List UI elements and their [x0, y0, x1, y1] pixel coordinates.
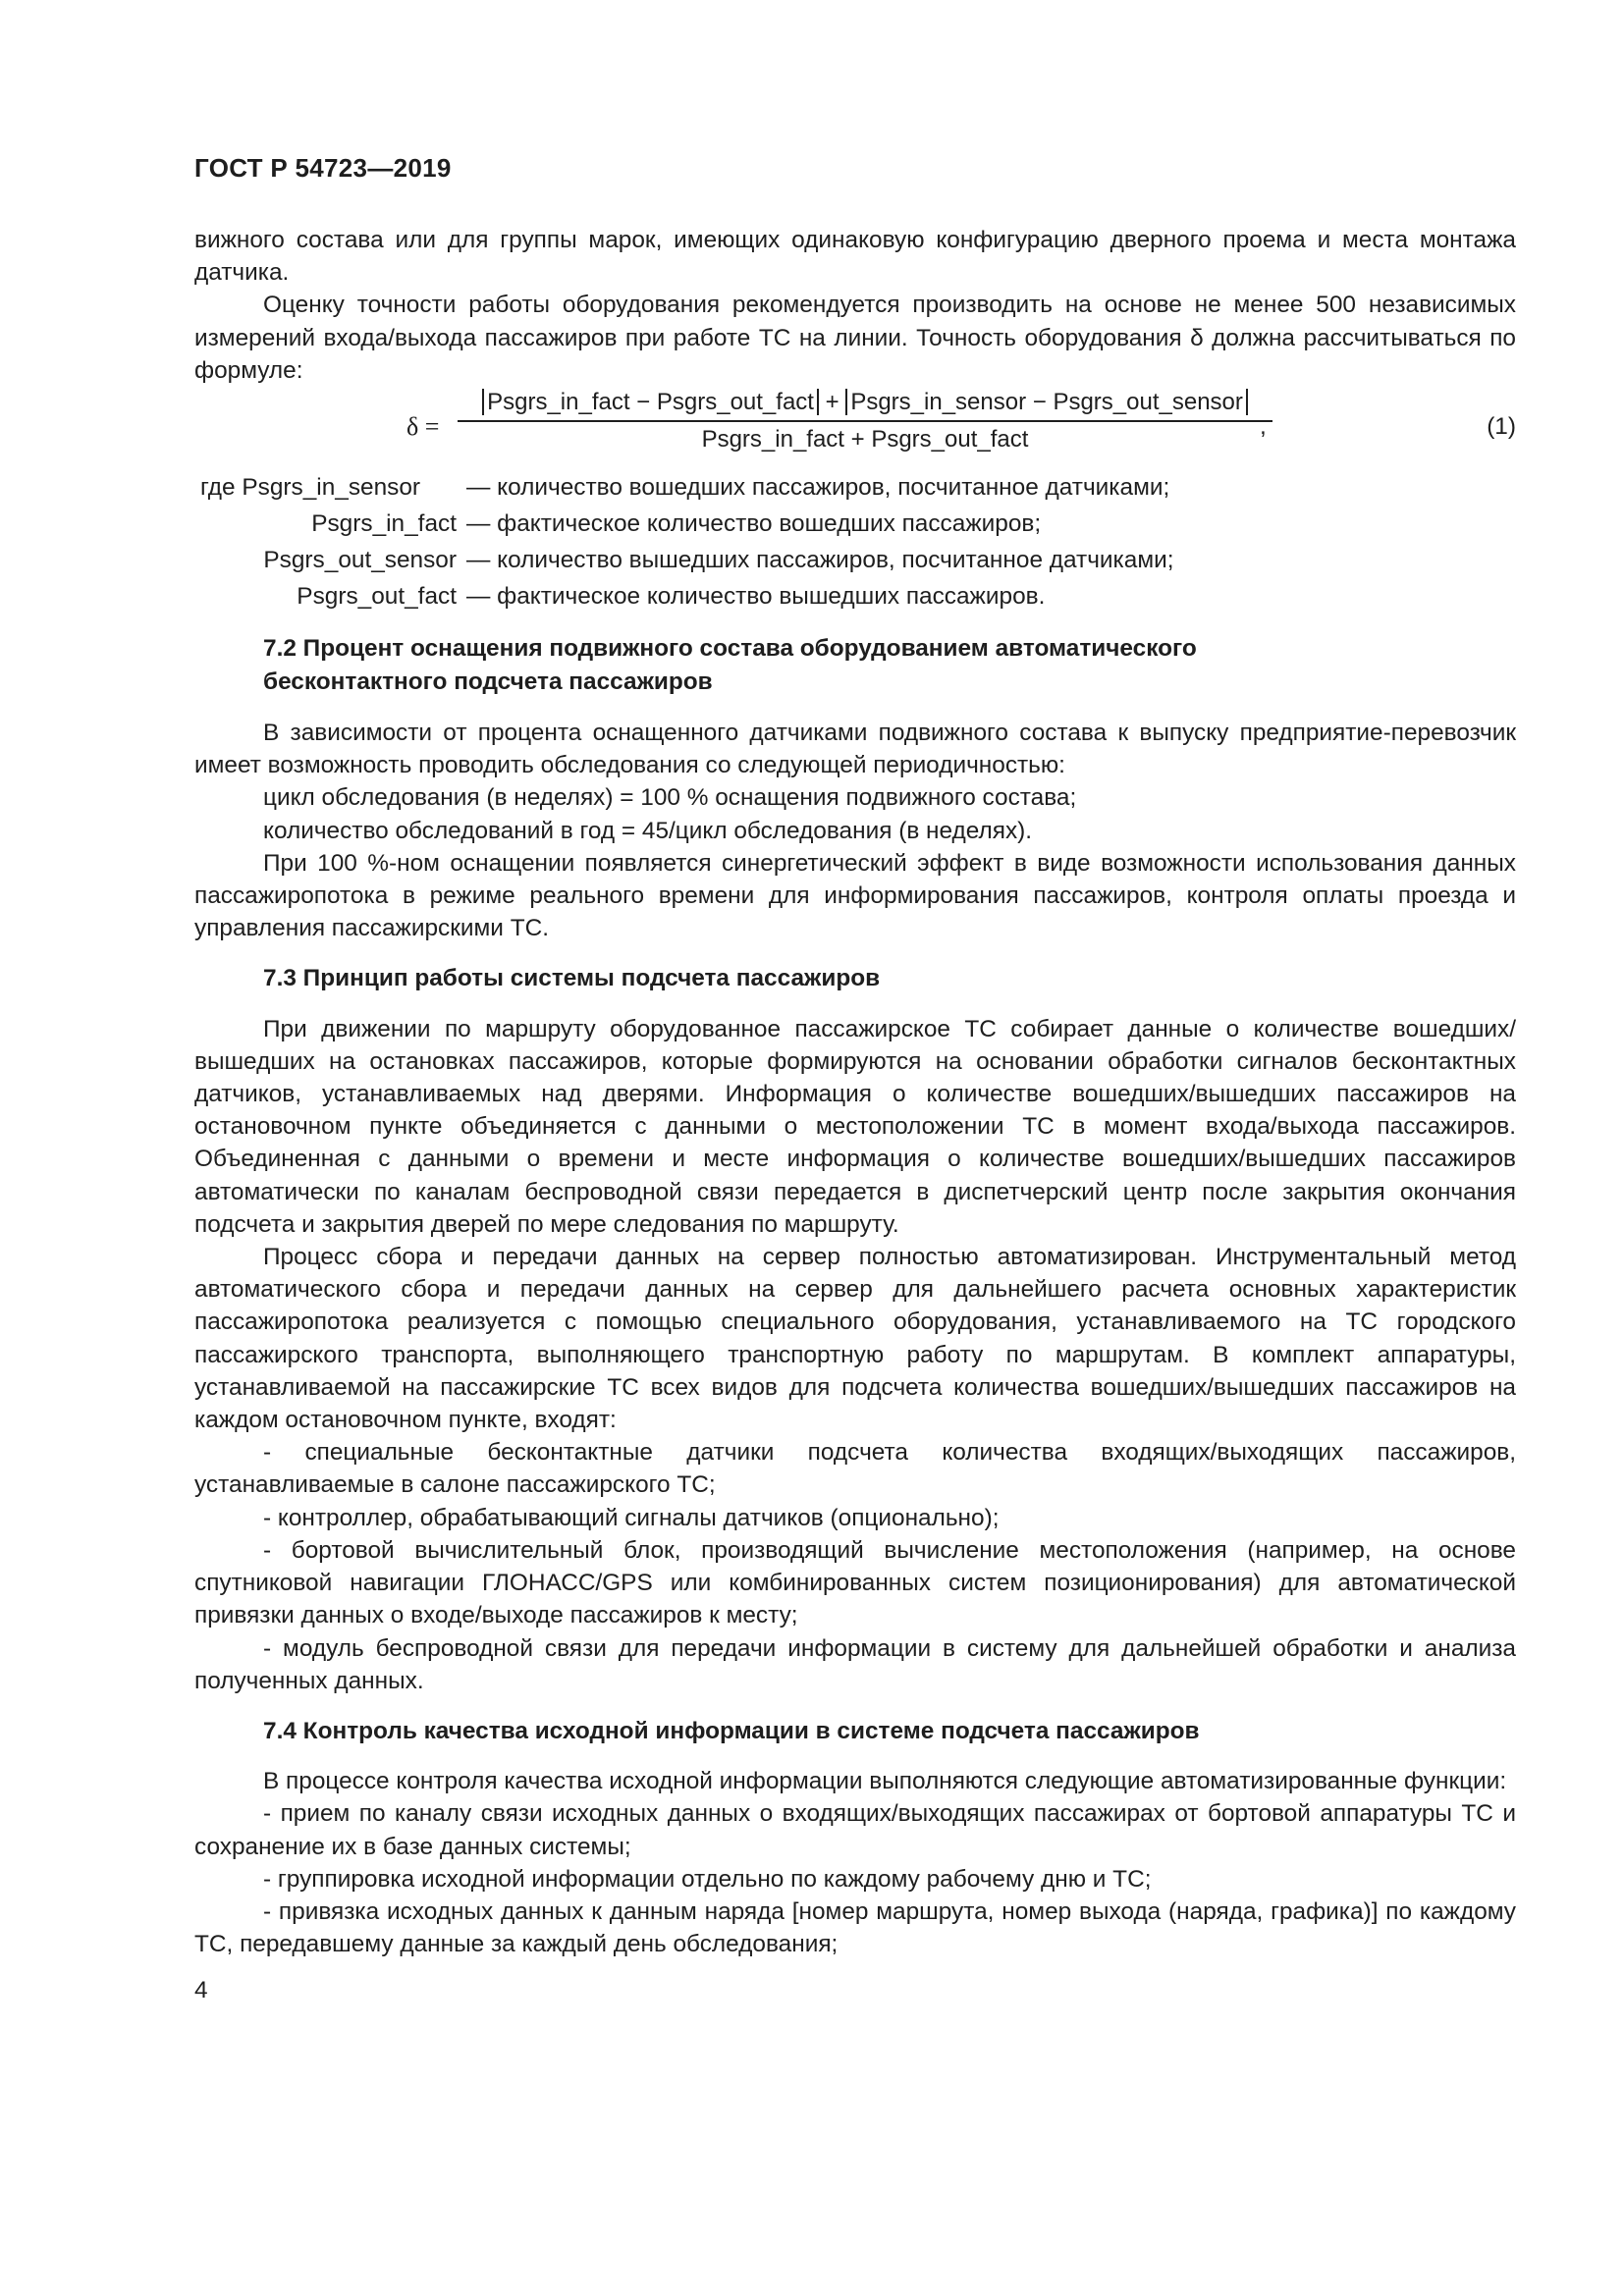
formula-definitions — [194, 469, 1516, 614]
paragraph: В процессе контроля качества исходной информации выполняются следующие автоматизированные функции: — [263, 1768, 1507, 1795]
definition-row — [194, 578, 1516, 614]
document-code-header: ГОСТ Р 54723—2019 — [194, 153, 452, 183]
definition-text: — фактическое количество вышедших пассажиров. — [466, 583, 1046, 611]
list-item: - привязка исходных данных к данным наряда [номер маршрута, номер выхода (наряда, графика)] по каждому ТС, передавшему данные за каждый день обследования; — [194, 1897, 1516, 1958]
definition-symbol: Psgrs_in_fact — [311, 510, 457, 538]
formula-plus: + — [825, 389, 839, 416]
definition-text: — фактическое количество вошедших пассажиров; — [466, 510, 1042, 538]
formula-term-1: Psgrs_in_fact − Psgrs_out_fact — [482, 389, 819, 415]
formula-fraction — [458, 387, 1272, 455]
section-title-line: бесконтактного подсчета пассажиров — [263, 668, 713, 696]
paragraph: Оценку точности работы оборудования рекомендуется производить на основе не менее 500 независимых измерений входа/выхода пассажиров при работе ТС на линии. Точность оборудования δ должна рассчитываться по формуле: — [194, 292, 1516, 384]
formula-number: (1) — [1487, 413, 1516, 441]
fraction-bar — [458, 420, 1272, 422]
definition-symbol: Psgrs_out_sensor — [263, 547, 457, 574]
list-item: - модуль беспроводной связи для передачи информации в систему для дальнейшей обработки и анализа полученных данных. — [194, 1634, 1516, 1694]
paragraph: цикл обследования (в неделях) = 100 % оснащения подвижного состава; — [263, 784, 1077, 812]
paragraph: Процесс сбора и передачи данных на сервер полностью автоматизирован. Инструментальный метод автоматического сбора и передачи данных на сервер для дальнейшего расчета основных характеристик пассажиропотока реализуется с помощью специального оборудования, устанавливаемого на ТС городского пассажирского транспорта, выполняющего транспортную работу по маршрутам. В комплект аппаратуры, устанавливаемой на пассажирские ТС всех видов для подсчета количества вошедших/вышедших пассажиров на каждом остановочном пункте, входят: — [194, 1244, 1516, 1434]
list-item: - бортовой вычислительный блок, производящий вычисление местоположения (например, на основе спутниковой навигации ГЛОНАСС/GPS или комбинированных систем позиционирования) для автоматической привязки данных о входе/выходе пассажиров к месту; — [194, 1536, 1516, 1629]
formula-denominator: Psgrs_in_fact + Psgrs_out_fact — [701, 426, 1029, 454]
list-item: - контроллер, обрабатывающий сигналы датчиков (опционально); — [263, 1504, 1000, 1531]
formula-numerator — [458, 387, 1272, 418]
paragraph: вижного состава или для группы марок, имеющих одинаковую конфигурацию дверного проема и места монтажа датчика. — [194, 227, 1516, 287]
paragraph: количество обследований в год = 45/цикл обследования (в неделях). — [263, 817, 1033, 844]
section-title-line: 7.2 Процент оснащения подвижного состава оборудованием автоматического — [263, 635, 1197, 663]
section-title-7-2 — [194, 632, 1516, 699]
definition-text: — количество вышедших пассажиров, посчитанное датчиками; — [466, 547, 1174, 574]
paragraph: При движении по маршруту оборудованное пассажирское ТС собирает данные о количестве вошедших/вышедших на остановках пассажиров, которые формируются на основании обработки сигналов бесконтактных датчиков, устанавливаемых над дверями. Информация о количестве вошедших/вышедших пассажиров на остановочном пункте объединяется с данными о местоположении ТС в момент входа/выхода пассажиров. Объединенная с данными о времени и месте информация о количестве вошедших/вышедших пассажиров автоматически по каналам беспроводной связи передается в диспетчерский центр после закрытия окончания подсчета и закрытия дверей по мере следования по маршруту. — [194, 1015, 1516, 1238]
definition-symbol: где Psgrs_in_sensor — [200, 474, 421, 502]
definition-symbol: Psgrs_out_fact — [297, 583, 457, 611]
page-content — [194, 224, 1516, 2007]
paragraph: В зависимости от процента оснащенного датчиками подвижного состава к выпуску предприятие-перевозчик имеет возможность проводить обследования со следующей периодичностью: — [194, 720, 1516, 779]
list-item: - группировка исходной информации отдельно по каждому рабочему дню и ТС; — [263, 1865, 1152, 1893]
definition-row — [194, 542, 1516, 578]
formula-lhs: δ = — [406, 412, 440, 442]
page-number: 4 — [194, 1977, 208, 2004]
list-item: - прием по каналу связи исходных данных о входящих/выходящих пассажирах от бортовой аппаратуры ТС и сохранение их в базе данных системы; — [194, 1800, 1516, 1860]
formula-comma: , — [1260, 413, 1267, 441]
list-item: - специальные бесконтактные датчики подсчета количества входящих/выходящих пассажиров, устанавливаемые в салоне пассажирского ТС; — [194, 1439, 1516, 1499]
section-title-7-4: 7.4 Контроль качества исходной информации в системе подсчета пассажиров — [263, 1717, 1200, 1744]
formula-1 — [194, 387, 1516, 469]
definition-row — [194, 469, 1516, 506]
paragraph: При 100 %-ном оснащении появляется синергетический эффект в виде возможности использования данных пассажиропотока в режиме реального времени для информирования пассажиров, контроля оплаты проезда и управления пассажирскими ТС. — [194, 849, 1516, 942]
definition-row — [194, 506, 1516, 542]
section-title-7-3: 7.3 Принцип работы системы подсчета пассажиров — [263, 965, 881, 992]
formula-term-2: Psgrs_in_sensor − Psgrs_out_sensor — [845, 389, 1248, 415]
definition-text: — количество вошедших пассажиров, посчитанное датчиками; — [466, 474, 1170, 502]
